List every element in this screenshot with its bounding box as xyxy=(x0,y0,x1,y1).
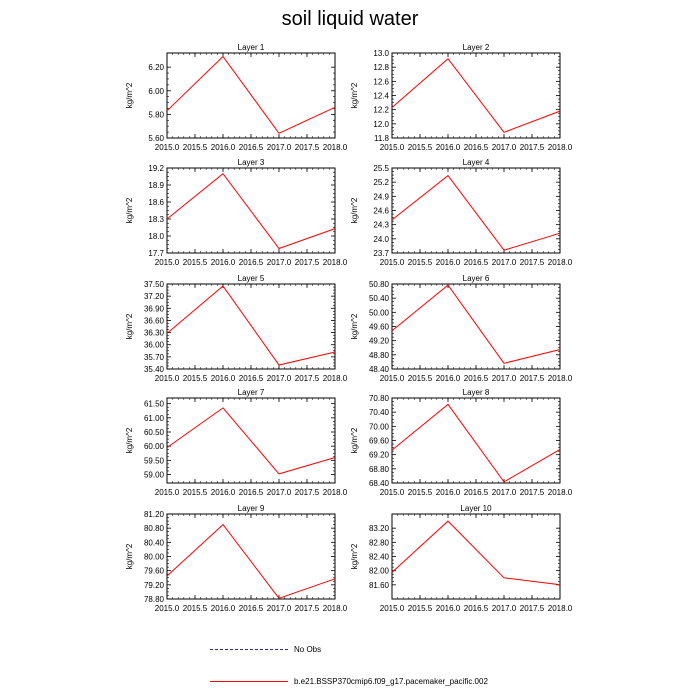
x-tick-label: 2016.0 xyxy=(435,374,461,383)
x-tick-label: 2016.5 xyxy=(463,258,489,267)
y-tick-label: 68.80 xyxy=(368,464,389,474)
x-tick-label: 2016.0 xyxy=(435,258,461,267)
x-tick-label: 2015.5 xyxy=(182,488,208,497)
y-tick-label: 69.20 xyxy=(368,450,389,460)
x-tick-label: 2017.5 xyxy=(294,488,320,497)
panel-title: Layer 10 xyxy=(460,504,492,513)
x-tick-label: 2015.0 xyxy=(379,604,405,613)
y-tick-label: 50.80 xyxy=(368,280,389,289)
y-tick-label: 6.00 xyxy=(148,86,164,96)
y-tick-label: 24.3 xyxy=(373,220,389,230)
y-tick-label: 6.20 xyxy=(148,63,164,73)
y-tick-label: 12.8 xyxy=(373,63,389,73)
y-tick-label: 61.00 xyxy=(143,413,164,423)
x-tick-label: 2016.5 xyxy=(238,258,264,267)
x-tick-label: 2015.0 xyxy=(154,604,180,613)
x-tick-label: 2015.0 xyxy=(154,143,180,152)
panel-3 xyxy=(125,158,348,267)
y-tick-label: 78.80 xyxy=(143,595,164,604)
x-tick-label: 2018.0 xyxy=(547,374,573,383)
y-tick-label: 59.50 xyxy=(143,456,164,466)
y-tick-label: 81.20 xyxy=(143,510,164,519)
panel-5 xyxy=(125,274,348,383)
plot-frame xyxy=(392,398,560,483)
panel-8 xyxy=(350,388,573,497)
y-tick-label: 59.00 xyxy=(143,470,164,480)
series-line xyxy=(167,408,335,474)
x-tick-label: 2016.0 xyxy=(435,604,461,613)
x-tick-label: 2016.5 xyxy=(238,374,264,383)
x-tick-label: 2017.0 xyxy=(266,604,292,613)
legend-obs xyxy=(210,642,321,656)
x-tick-label: 2016.5 xyxy=(238,604,264,613)
y-tick-label: 18.0 xyxy=(148,232,164,241)
x-tick-label: 2015.5 xyxy=(407,374,433,383)
y-tick-label: 12.0 xyxy=(373,119,389,129)
x-tick-label: 2018.0 xyxy=(322,604,348,613)
y-tick-label: 24.9 xyxy=(373,192,389,202)
x-tick-label: 2017.5 xyxy=(519,488,545,497)
y-tick-label: 36.00 xyxy=(143,340,164,350)
y-tick-label: 18.9 xyxy=(148,181,164,190)
y-tick-label: 61.50 xyxy=(143,399,164,409)
y-tick-label: 70.40 xyxy=(368,408,389,418)
x-tick-label: 2015.0 xyxy=(154,488,180,497)
y-tick-label: 35.70 xyxy=(143,352,164,362)
x-tick-label: 2015.0 xyxy=(379,258,405,267)
panel-title: Layer 1 xyxy=(237,43,265,52)
panel-6 xyxy=(350,274,573,383)
y-tick-label: 5.60 xyxy=(148,134,164,143)
panel-2 xyxy=(350,43,573,152)
x-tick-label: 2016.5 xyxy=(463,374,489,383)
x-tick-label: 2017.0 xyxy=(266,488,292,497)
panel-title: Layer 3 xyxy=(237,158,265,167)
panel-1 xyxy=(125,43,348,152)
x-tick-label: 2018.0 xyxy=(322,374,348,383)
y-tick-label: 25.2 xyxy=(373,178,389,188)
x-tick-label: 2017.5 xyxy=(294,374,320,383)
y-tick-label: 50.40 xyxy=(368,294,389,304)
legend-model-label: b.e21.BSSP370cmip6.f09_g17.pacemaker_pacific.002 xyxy=(294,676,488,686)
y-axis-label: kg/m^2 xyxy=(350,543,359,570)
x-tick-label: 2016.0 xyxy=(210,143,236,152)
y-axis-label: kg/m^2 xyxy=(125,197,134,224)
y-tick-label: 11.8 xyxy=(374,134,389,143)
x-tick-label: 2016.5 xyxy=(238,143,264,152)
x-tick-label: 2018.0 xyxy=(547,488,573,497)
series-line xyxy=(392,521,560,585)
x-tick-label: 2015.0 xyxy=(379,488,405,497)
x-tick-label: 2015.5 xyxy=(182,143,208,152)
x-tick-label: 2017.0 xyxy=(491,488,517,497)
y-tick-label: 12.6 xyxy=(373,77,389,87)
y-tick-label: 68.40 xyxy=(368,479,389,488)
plot-frame xyxy=(167,514,335,599)
x-tick-label: 2016.5 xyxy=(463,604,489,613)
x-tick-label: 2018.0 xyxy=(322,488,348,497)
x-tick-label: 2015.0 xyxy=(154,258,180,267)
x-tick-label: 2017.5 xyxy=(294,604,320,613)
y-tick-label: 48.80 xyxy=(368,350,389,360)
plot-frame xyxy=(392,514,560,599)
x-tick-label: 2016.5 xyxy=(463,488,489,497)
x-tick-label: 2017.0 xyxy=(266,374,292,383)
panel-title: Layer 9 xyxy=(237,504,265,513)
y-tick-label: 5.80 xyxy=(148,110,164,120)
series-line xyxy=(167,57,335,134)
y-tick-label: 70.80 xyxy=(368,394,389,403)
y-tick-label: 70.00 xyxy=(368,422,389,432)
legend-obs-label: No Obs xyxy=(294,644,322,654)
panel-9 xyxy=(125,504,348,613)
x-tick-label: 2015.0 xyxy=(379,143,405,152)
figure-title: soil liquid water xyxy=(281,8,419,30)
y-tick-label: 37.50 xyxy=(143,280,164,289)
x-tick-label: 2015.5 xyxy=(407,488,433,497)
y-axis-label: kg/m^2 xyxy=(350,197,359,224)
series-line xyxy=(392,285,560,363)
x-tick-label: 2017.5 xyxy=(519,374,545,383)
x-tick-label: 2017.0 xyxy=(266,143,292,152)
x-tick-label: 2016.0 xyxy=(210,488,236,497)
y-axis-label: kg/m^2 xyxy=(350,427,359,454)
y-tick-label: 80.80 xyxy=(143,524,164,534)
series-line xyxy=(392,176,560,251)
x-tick-label: 2016.0 xyxy=(210,258,236,267)
x-tick-label: 2016.0 xyxy=(210,374,236,383)
x-tick-label: 2016.0 xyxy=(435,143,461,152)
x-tick-label: 2016.0 xyxy=(435,488,461,497)
x-tick-label: 2017.0 xyxy=(491,258,517,267)
y-tick-label: 81.60 xyxy=(368,580,389,590)
x-tick-label: 2018.0 xyxy=(322,143,348,152)
legend-model-line-sample xyxy=(210,681,288,682)
y-tick-label: 36.30 xyxy=(143,328,164,338)
plot-frame xyxy=(392,168,560,253)
x-tick-label: 2015.5 xyxy=(407,143,433,152)
x-tick-label: 2017.0 xyxy=(491,374,517,383)
y-tick-label: 82.40 xyxy=(368,552,389,562)
y-tick-label: 24.6 xyxy=(373,206,389,216)
y-tick-label: 48.40 xyxy=(368,365,389,374)
panel-10 xyxy=(350,504,573,613)
y-tick-label: 23.7 xyxy=(373,249,389,258)
panel-4 xyxy=(350,158,573,267)
y-tick-label: 13.0 xyxy=(373,49,389,58)
y-tick-label: 80.40 xyxy=(143,538,164,548)
x-tick-label: 2018.0 xyxy=(547,258,573,267)
x-tick-label: 2015.5 xyxy=(407,258,433,267)
x-tick-label: 2017.0 xyxy=(491,143,517,152)
y-tick-label: 19.2 xyxy=(148,164,164,173)
x-tick-label: 2017.0 xyxy=(491,604,517,613)
y-tick-label: 60.00 xyxy=(143,442,164,452)
plot-frame xyxy=(167,284,335,369)
x-tick-label: 2017.5 xyxy=(294,143,320,152)
y-tick-label: 49.60 xyxy=(368,322,389,332)
y-axis-label: kg/m^2 xyxy=(125,543,134,570)
y-tick-label: 82.00 xyxy=(368,566,389,576)
panel-title: Layer 7 xyxy=(237,388,265,397)
x-tick-label: 2015.0 xyxy=(379,374,405,383)
y-tick-label: 50.00 xyxy=(368,308,389,318)
panel-title: Layer 4 xyxy=(462,158,490,167)
y-axis-label: kg/m^2 xyxy=(125,427,134,454)
series-line xyxy=(167,286,335,365)
x-tick-label: 2015.5 xyxy=(182,374,208,383)
x-tick-label: 2015.5 xyxy=(182,604,208,613)
y-tick-label: 12.2 xyxy=(373,105,389,115)
y-axis-label: kg/m^2 xyxy=(350,82,359,109)
y-tick-label: 49.20 xyxy=(368,336,389,346)
y-tick-label: 25.5 xyxy=(373,164,389,173)
x-tick-label: 2015.0 xyxy=(154,374,180,383)
y-tick-label: 18.6 xyxy=(148,198,164,207)
y-tick-label: 17.7 xyxy=(148,249,164,258)
y-tick-label: 82.80 xyxy=(368,538,389,548)
y-axis-label: kg/m^2 xyxy=(125,82,134,109)
x-tick-label: 2017.5 xyxy=(519,258,545,267)
series-line xyxy=(167,525,335,599)
x-tick-label: 2018.0 xyxy=(322,258,348,267)
x-tick-label: 2017.5 xyxy=(294,258,320,267)
y-tick-label: 37.20 xyxy=(143,292,164,302)
series-line xyxy=(392,404,560,482)
y-axis-label: kg/m^2 xyxy=(125,313,134,340)
y-tick-label: 69.60 xyxy=(368,436,389,446)
x-tick-label: 2018.0 xyxy=(547,604,573,613)
y-axis-label: kg/m^2 xyxy=(350,313,359,340)
x-tick-label: 2017.5 xyxy=(519,143,545,152)
y-tick-label: 24.0 xyxy=(373,234,389,244)
legend-obs-line-sample xyxy=(210,649,288,650)
series-line xyxy=(392,59,560,133)
y-tick-label: 18.3 xyxy=(148,215,164,224)
y-tick-label: 83.20 xyxy=(368,524,389,534)
panel-title: Layer 8 xyxy=(462,388,490,397)
plot-frame xyxy=(392,284,560,369)
y-tick-label: 12.4 xyxy=(373,91,389,101)
y-tick-label: 80.00 xyxy=(143,552,164,562)
x-tick-label: 2018.0 xyxy=(547,143,573,152)
x-tick-label: 2016.5 xyxy=(463,143,489,152)
y-tick-label: 60.50 xyxy=(143,428,164,437)
legend-model xyxy=(210,674,488,688)
panel-title: Layer 2 xyxy=(462,43,490,52)
x-tick-label: 2017.0 xyxy=(266,258,292,267)
y-tick-label: 35.40 xyxy=(143,365,164,374)
series-line xyxy=(167,174,335,249)
x-tick-label: 2015.5 xyxy=(407,604,433,613)
x-tick-label: 2016.0 xyxy=(210,604,236,613)
x-tick-label: 2017.5 xyxy=(519,604,545,613)
x-tick-label: 2016.5 xyxy=(238,488,264,497)
panel-7 xyxy=(125,388,348,497)
panel-title: Layer 6 xyxy=(462,274,490,283)
y-tick-label: 79.20 xyxy=(143,580,164,590)
y-tick-label: 36.90 xyxy=(143,304,164,314)
y-tick-label: 79.60 xyxy=(143,566,164,576)
panel-title: Layer 5 xyxy=(237,274,265,283)
x-tick-label: 2015.5 xyxy=(182,258,208,267)
y-tick-label: 36.60 xyxy=(143,316,164,326)
